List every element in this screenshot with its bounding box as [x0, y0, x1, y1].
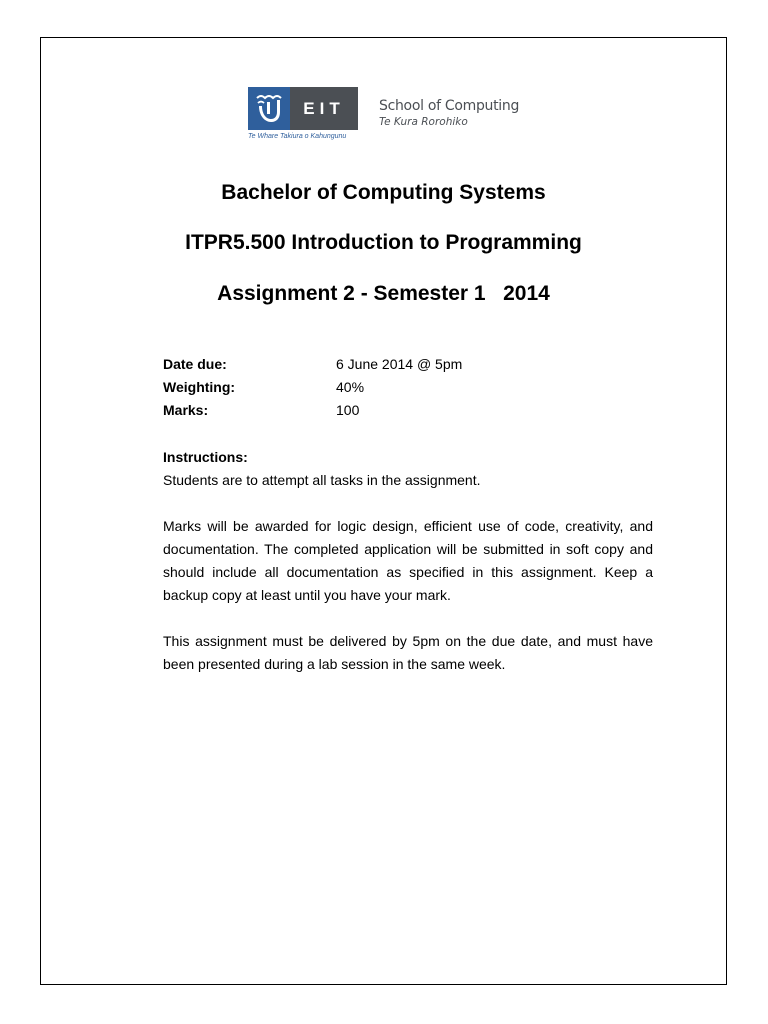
- detail-label: Weighting:: [163, 379, 236, 395]
- school-maori-name: Te Kura Rorohiko: [379, 116, 468, 128]
- instructions-paragraph: Students are to attempt all tasks in the assignment.: [163, 472, 481, 488]
- detail-row-marks: [163, 401, 653, 424]
- instructions-section: [163, 446, 653, 699]
- instructions-paragraph: This assignment must be delivered by 5pm on the due date, and must have been presented during a lab session in the same week.: [163, 633, 653, 672]
- logo-maori-tagline: Te Whare Takiura o Kahungunu: [248, 133, 347, 140]
- detail-value: 6 June 2014 @ 5pm: [336, 356, 463, 372]
- detail-row-weighting: [163, 378, 653, 401]
- detail-value: 100: [336, 402, 360, 418]
- assignment-details: [163, 355, 653, 424]
- eit-logo: [248, 87, 538, 147]
- assignment-title: Assignment 2 - Semester 1 2014: [217, 282, 550, 305]
- logo-badge: [248, 87, 358, 130]
- detail-row-date-due: [163, 355, 653, 378]
- instructions-heading: Instructions:: [163, 449, 248, 465]
- program-title: Bachelor of Computing Systems: [221, 181, 546, 204]
- instructions-paragraph: Marks will be awarded for logic design, efficient use of code, creativity, and documentation. The completed application will be submitted in soft copy and should include all documentation as specified in this assignment. Keep a backup copy at least until you have your mark.: [163, 518, 653, 603]
- logo-wordmark: EIT: [290, 87, 358, 130]
- wave-emblem-icon: [248, 87, 290, 130]
- school-name: School of Computing: [379, 98, 520, 114]
- detail-label: Date due:: [163, 356, 227, 372]
- course-title: ITPR5.500 Introduction to Programming: [185, 231, 582, 254]
- detail-label: Marks:: [163, 402, 209, 418]
- detail-value: 40%: [336, 379, 365, 395]
